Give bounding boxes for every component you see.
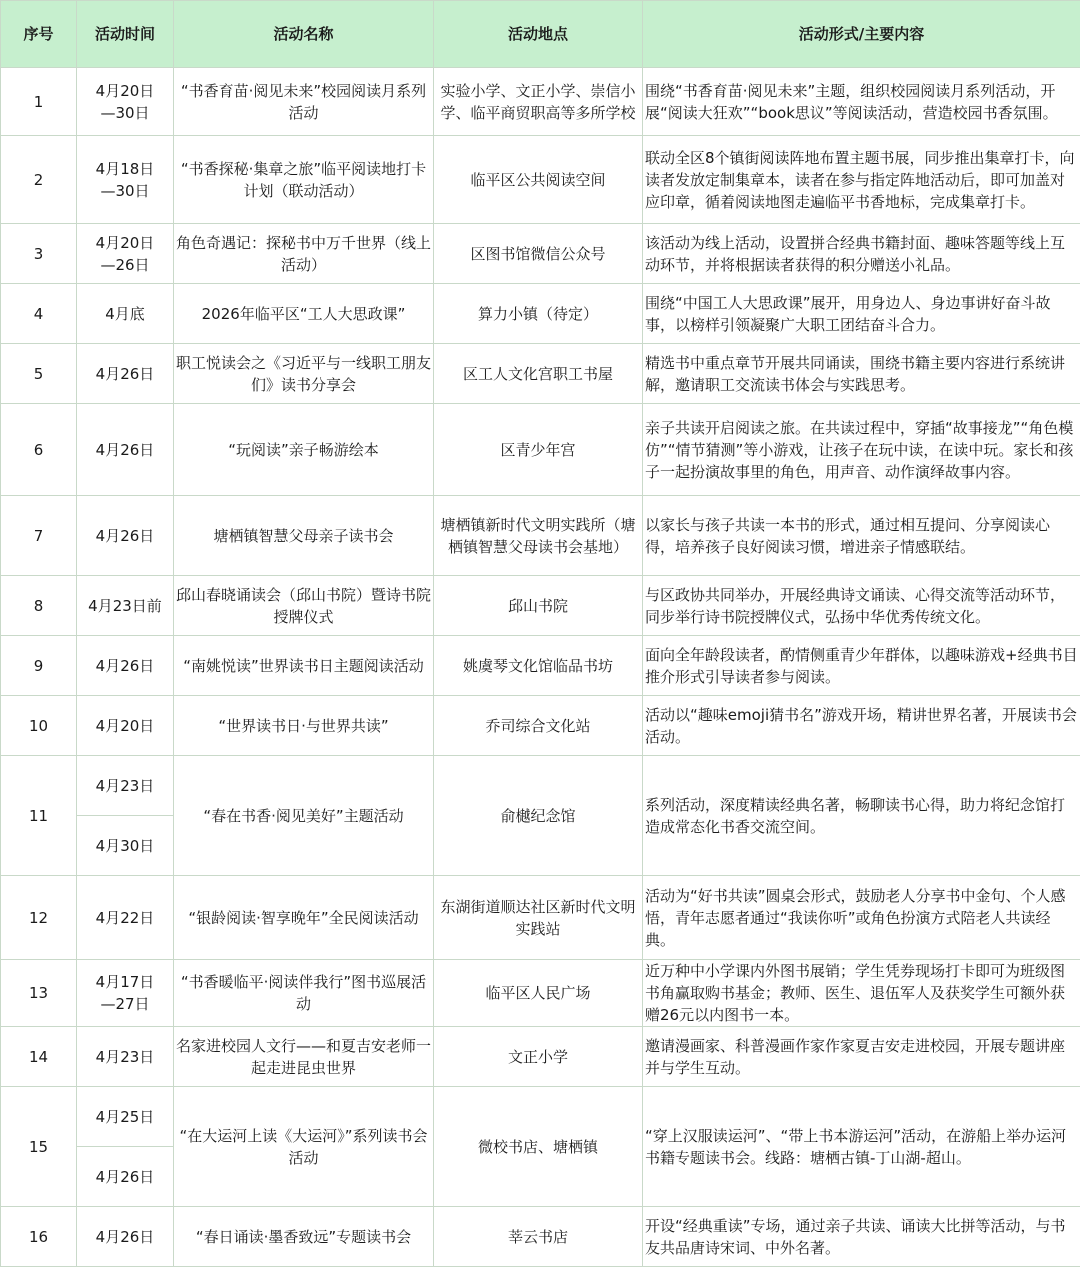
activity-place-cell: 实验小学、文正小学、崇信小学、临平商贸职高等多所学校 — [434, 68, 643, 136]
table-row — [1, 756, 1080, 816]
column-header-name: 活动名称 — [174, 1, 434, 68]
activity-place-cell: 塘栖镇新时代文明实践所（塘栖镇智慧父母读书会基地） — [434, 496, 643, 576]
activity-name-cell: 名家进校园人文行——和夏吉安老师一起走进昆虫世界 — [174, 1027, 434, 1087]
row-number-cell: 6 — [1, 404, 77, 496]
activity-time-cell: 4月26日 — [77, 496, 174, 576]
table-row — [1, 496, 1080, 576]
table-row — [1, 876, 1080, 960]
activity-name-cell: “世界读书日·与世界共读” — [174, 696, 434, 756]
row-number-cell: 4 — [1, 284, 77, 344]
activity-content-cell: 精选书中重点章节开展共同诵读，围绕书籍主要内容进行系统讲解，邀请职工交流读书体会与实践思考。 — [643, 344, 1080, 404]
activity-time-cell: 4月20日 — [77, 696, 174, 756]
activity-content-cell: 近万种中小学课内外图书展销；学生凭券现场打卡即可为班级图书角赢取购书基金；教师、医生、退伍军人及获奖学生可额外获赠26元以内图书一本。 — [643, 960, 1080, 1027]
activity-name-cell: “春在书香·阅见美好”主题活动 — [174, 756, 434, 876]
activity-content-cell: 该活动为线上活动，设置拼合经典书籍封面、趣味答题等线上互动环节，并将根据读者获得的积分赠送小礼品。 — [643, 224, 1080, 284]
column-header-content: 活动形式/主要内容 — [643, 1, 1080, 68]
row-number-cell: 8 — [1, 576, 77, 636]
activity-name-cell: “春日诵读·墨香致远”专题读书会 — [174, 1207, 434, 1267]
activity-time-cell: 4月20日 —30日 — [77, 68, 174, 136]
row-number-cell: 2 — [1, 136, 77, 224]
activity-content-cell: 面向全年龄段读者，酌情侧重青少年群体，以趣味游戏+经典书目推介形式引导读者参与阅读。 — [643, 636, 1080, 696]
table-row — [1, 636, 1080, 696]
activity-place-cell: 微校书店、塘栖镇 — [434, 1087, 643, 1207]
table-row — [1, 576, 1080, 636]
activity-name-cell: 塘栖镇智慧父母亲子读书会 — [174, 496, 434, 576]
activity-content-cell: 围绕“中国工人大思政课”展开，用身边人、身边事讲好奋斗故事，以榜样引领凝聚广大职工团结奋斗合力。 — [643, 284, 1080, 344]
row-number-cell: 14 — [1, 1027, 77, 1087]
table-row — [1, 68, 1080, 136]
row-number-cell: 7 — [1, 496, 77, 576]
activity-place-cell: 临平区公共阅读空间 — [434, 136, 643, 224]
activity-content-cell: 围绕“书香育苗·阅见未来”主题，组织校园阅读月系列活动，开展“阅读大狂欢”“book思议”等阅读活动，营造校园书香氛围。 — [643, 68, 1080, 136]
row-number-cell: 9 — [1, 636, 77, 696]
activity-place-cell: 区青少年宫 — [434, 404, 643, 496]
activity-time-cell: 4月26日 — [77, 404, 174, 496]
activity-place-cell: 文正小学 — [434, 1027, 643, 1087]
table-header-row — [1, 1, 1080, 68]
activity-content-cell: 邀请漫画家、科普漫画作家作家夏吉安走进校园，开展专题讲座并与学生互动。 — [643, 1027, 1080, 1087]
activity-time-cell: 4月25日 — [77, 1087, 174, 1147]
activity-content-cell: 亲子共读开启阅读之旅。在共读过程中，穿插“故事接龙”“角色模仿”“情节猜测”等小游戏，让孩子在玩中读，在读中玩。家长和孩子一起扮演故事里的角色，用声音、动作演绎故事内容。 — [643, 404, 1080, 496]
table-row — [1, 284, 1080, 344]
activity-name-cell: 邱山春晓诵读会（邱山书院）暨诗书院授牌仪式 — [174, 576, 434, 636]
column-header-place: 活动地点 — [434, 1, 643, 68]
activity-place-cell: 区工人文化宫职工书屋 — [434, 344, 643, 404]
activity-name-cell: “书香暖临平·阅读伴我行”图书巡展活动 — [174, 960, 434, 1027]
column-header-time: 活动时间 — [77, 1, 174, 68]
activity-content-cell: 与区政协共同举办，开展经典诗文诵读、心得交流等活动环节，同步举行诗书院授牌仪式，弘扬中华优秀传统文化。 — [643, 576, 1080, 636]
row-number-cell: 13 — [1, 960, 77, 1027]
table-row — [1, 1087, 1080, 1147]
row-number-cell: 1 — [1, 68, 77, 136]
activity-place-cell: 东湖街道顺达社区新时代文明实践站 — [434, 876, 643, 960]
activity-place-cell: 临平区人民广场 — [434, 960, 643, 1027]
activity-content-cell: 活动为“好书共读”圆桌会形式，鼓励老人分享书中金句、个人感悟，青年志愿者通过“我读你听”或角色扮演方式陪老人共读经典。 — [643, 876, 1080, 960]
activity-place-cell: 算力小镇（待定） — [434, 284, 643, 344]
activity-name-cell: “玩阅读”亲子畅游绘本 — [174, 404, 434, 496]
activity-name-cell: 职工悦读会之《习近平与一线职工朋友们》读书分享会 — [174, 344, 434, 404]
activity-place-cell: 莘云书店 — [434, 1207, 643, 1267]
table-row — [1, 344, 1080, 404]
table-row — [1, 696, 1080, 756]
row-number-cell: 16 — [1, 1207, 77, 1267]
activity-name-cell: “书香探秘·集章之旅”临平阅读地打卡计划（联动活动） — [174, 136, 434, 224]
activity-time-cell: 4月17日 —27日 — [77, 960, 174, 1027]
table-row — [1, 1027, 1080, 1087]
activity-time-cell: 4月26日 — [77, 344, 174, 404]
activity-name-cell: “书香育苗·阅见未来”校园阅读月系列活动 — [174, 68, 434, 136]
activity-time-cell: 4月22日 — [77, 876, 174, 960]
activity-name-cell: “在大运河上读《大运河》”系列读书会活动 — [174, 1087, 434, 1207]
activity-time-cell: 4月18日 —30日 — [77, 136, 174, 224]
row-number-cell: 10 — [1, 696, 77, 756]
activity-name-cell: “南姚悦读”世界读书日主题阅读活动 — [174, 636, 434, 696]
activity-content-cell: 系列活动，深度精读经典名著，畅聊读书心得，助力将纪念馆打造成常态化书香交流空间。 — [643, 756, 1080, 876]
activity-content-cell: 以家长与孩子共读一本书的形式，通过相互提问、分享阅读心得，培养孩子良好阅读习惯，增进亲子情感联结。 — [643, 496, 1080, 576]
activity-content-cell: 开设“经典重读”专场，通过亲子共读、诵读大比拼等活动，与书友共品唐诗宋词、中外名著。 — [643, 1207, 1080, 1267]
activity-place-cell: 区图书馆微信公众号 — [434, 224, 643, 284]
activity-time-cell: 4月20日 —26日 — [77, 224, 174, 284]
row-number-cell: 11 — [1, 756, 77, 876]
table-row — [1, 404, 1080, 496]
activity-content-cell: 联动全区8个镇街阅读阵地布置主题书展，同步推出集章打卡，向读者发放定制集章本，读者在参与指定阵地活动后，即可加盖对应印章，循着阅读地图走遍临平书香地标，完成集章打卡。 — [643, 136, 1080, 224]
table-row — [1, 136, 1080, 224]
row-number-cell: 15 — [1, 1087, 77, 1207]
table-row — [1, 224, 1080, 284]
activity-place-cell: 乔司综合文化站 — [434, 696, 643, 756]
activity-name-cell: 2026年临平区“工人大思政课” — [174, 284, 434, 344]
table-body — [1, 68, 1080, 1267]
activity-content-cell: 活动以“趣味emoji猜书名”游戏开场，精讲世界名著，开展读书会活动。 — [643, 696, 1080, 756]
activity-time-cell: 4月23日 — [77, 756, 174, 816]
activity-name-cell: “银龄阅读·智享晚年”全民阅读活动 — [174, 876, 434, 960]
activity-name-cell: 角色奇遇记：探秘书中万千世界（线上活动） — [174, 224, 434, 284]
activity-time-cell: 4月底 — [77, 284, 174, 344]
activity-place-cell: 姚虞琴文化馆临品书坊 — [434, 636, 643, 696]
row-number-cell: 3 — [1, 224, 77, 284]
activity-time-cell: 4月26日 — [77, 1147, 174, 1207]
table-row — [1, 960, 1080, 1027]
activity-time-cell: 4月26日 — [77, 636, 174, 696]
activity-time-cell: 4月23日 — [77, 1027, 174, 1087]
activity-place-cell: 邱山书院 — [434, 576, 643, 636]
table-row — [1, 1207, 1080, 1267]
activity-content-cell: “穿上汉服读运河”、“带上书本游运河”活动，在游船上举办运河书籍专题读书会。线路：塘栖古镇-丁山湖-超山。 — [643, 1087, 1080, 1207]
activity-time-cell: 4月23日前 — [77, 576, 174, 636]
row-number-cell: 12 — [1, 876, 77, 960]
row-number-cell: 5 — [1, 344, 77, 404]
activity-time-cell: 4月26日 — [77, 1207, 174, 1267]
activity-place-cell: 俞樾纪念馆 — [434, 756, 643, 876]
activity-time-cell: 4月30日 — [77, 816, 174, 876]
column-header-number: 序号 — [1, 1, 77, 68]
